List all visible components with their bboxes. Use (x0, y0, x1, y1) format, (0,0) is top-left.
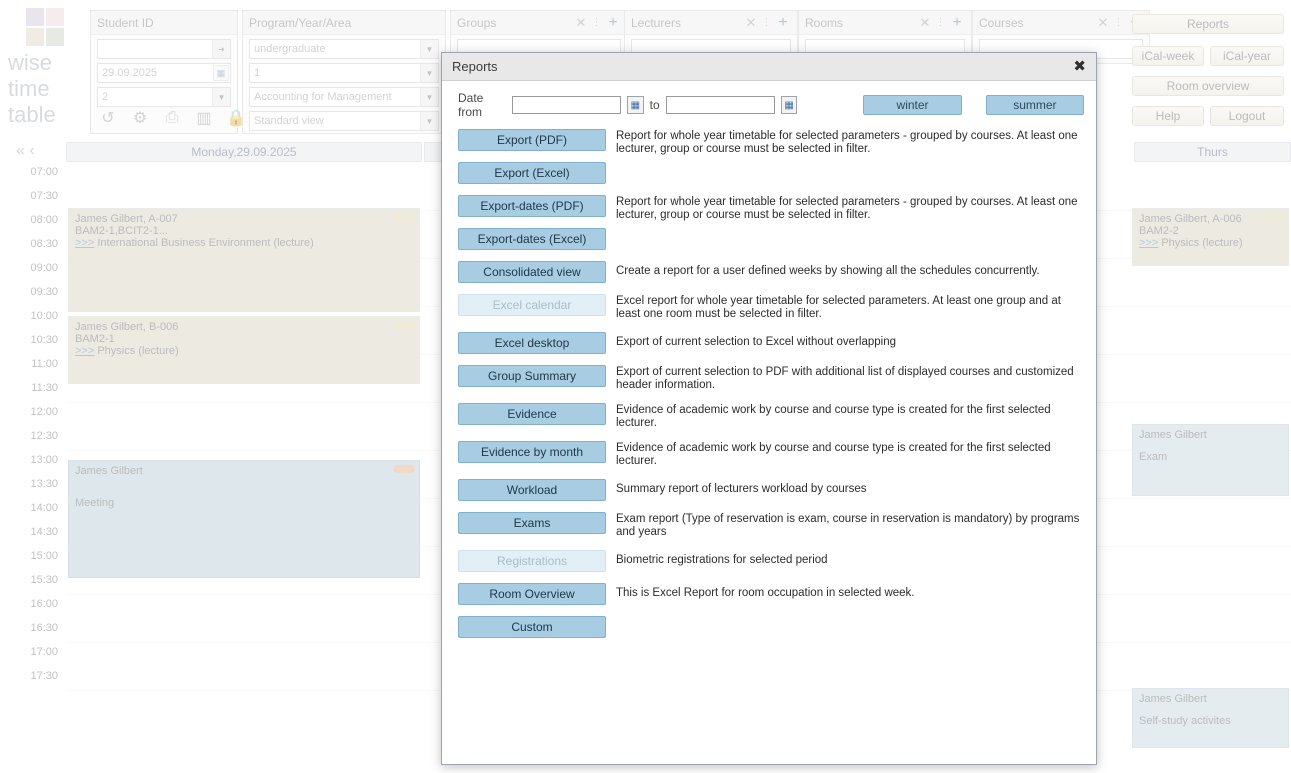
report-row (458, 479, 1084, 501)
report-row (458, 294, 1084, 321)
report-button-consolidated-view[interactable]: Consolidated view (458, 261, 606, 283)
report-description: Summary report of lecturers workload by courses (616, 483, 867, 495)
report-description: Excel report for whole year timetable for selected parameters. At least one group and at least one room must be selected in filter. (616, 295, 1061, 320)
report-description: Biometric registrations for selected period (616, 554, 828, 566)
report-button-evidence[interactable]: Evidence (458, 403, 606, 425)
report-button-workload[interactable]: Workload (458, 479, 606, 501)
report-button-room-overview[interactable]: Room Overview (458, 583, 606, 605)
date-to-input[interactable] (667, 97, 774, 113)
calendar-icon[interactable]: ▦ (627, 96, 644, 114)
winter-button[interactable]: winter (863, 95, 961, 115)
report-list (442, 127, 1096, 638)
report-description: This is Excel Report for room occupation in selected week. (616, 587, 915, 599)
report-button-evidence-by-month[interactable]: Evidence by month (458, 441, 606, 463)
report-button-excel-desktop[interactable]: Excel desktop (458, 332, 606, 354)
date-to-label: to (649, 98, 660, 112)
calendar-icon[interactable]: ▦ (781, 96, 798, 114)
reports-dialog-header (442, 53, 1096, 81)
summer-button[interactable]: summer (986, 95, 1084, 115)
report-button-export-excel[interactable]: Export (Excel) (458, 162, 606, 184)
reports-dialog (441, 52, 1097, 765)
report-row (458, 261, 1084, 283)
report-button-exams[interactable]: Exams (458, 512, 606, 534)
report-button-excel-calendar: Excel calendar (458, 294, 606, 316)
close-icon[interactable]: ✖ (1073, 58, 1086, 75)
report-description: Export of current selection to Excel without overlapping (616, 336, 896, 348)
report-row (458, 512, 1084, 539)
report-description: Report for whole year timetable for selected parameters - grouped by courses. At least one lecturer, group or course must be selected in filter. (616, 130, 1078, 155)
report-row (458, 129, 1084, 156)
report-row (458, 616, 1084, 638)
reports-dialog-title: Reports (452, 59, 498, 74)
report-description: Report for whole year timetable for selected parameters - grouped by courses. At least one lecturer, group or course must be selected in filter. (616, 196, 1078, 221)
report-row (458, 332, 1084, 354)
report-description: Evidence of academic work by course and course type is created for the first selected lecturer. (616, 404, 1051, 429)
date-from-label: Date from (458, 91, 484, 119)
report-button-export-dates-pdf[interactable]: Export-dates (PDF) (458, 195, 606, 217)
report-row (458, 162, 1084, 184)
report-row (458, 441, 1084, 468)
report-button-registrations: Registrations (458, 550, 606, 572)
report-button-custom[interactable]: Custom (458, 616, 606, 638)
report-button-export-dates-excel[interactable]: Export-dates (Excel) (458, 228, 606, 250)
report-row (458, 195, 1084, 222)
report-button-export-pdf[interactable]: Export (PDF) (458, 129, 606, 151)
date-from-input[interactable] (513, 97, 620, 113)
report-description: Create a report for a user defined weeks by showing all the schedules concurrently. (616, 265, 1040, 277)
report-row (458, 365, 1084, 392)
date-range-row (442, 81, 1096, 127)
date-to-field[interactable] (666, 96, 775, 114)
date-from-field[interactable] (512, 96, 621, 114)
report-row (458, 550, 1084, 572)
report-description: Export of current selection to PDF with additional list of displayed courses and customized header information. (616, 366, 1074, 391)
report-row (458, 583, 1084, 605)
report-row (458, 403, 1084, 430)
report-description: Exam report (Type of reservation is exam, course in reservation is mandatory) by programs and years (616, 513, 1080, 538)
report-button-group-summary[interactable]: Group Summary (458, 365, 606, 387)
report-row (458, 228, 1084, 250)
report-description: Evidence of academic work by course and course type is created for the first selected lecturer. (616, 442, 1051, 467)
